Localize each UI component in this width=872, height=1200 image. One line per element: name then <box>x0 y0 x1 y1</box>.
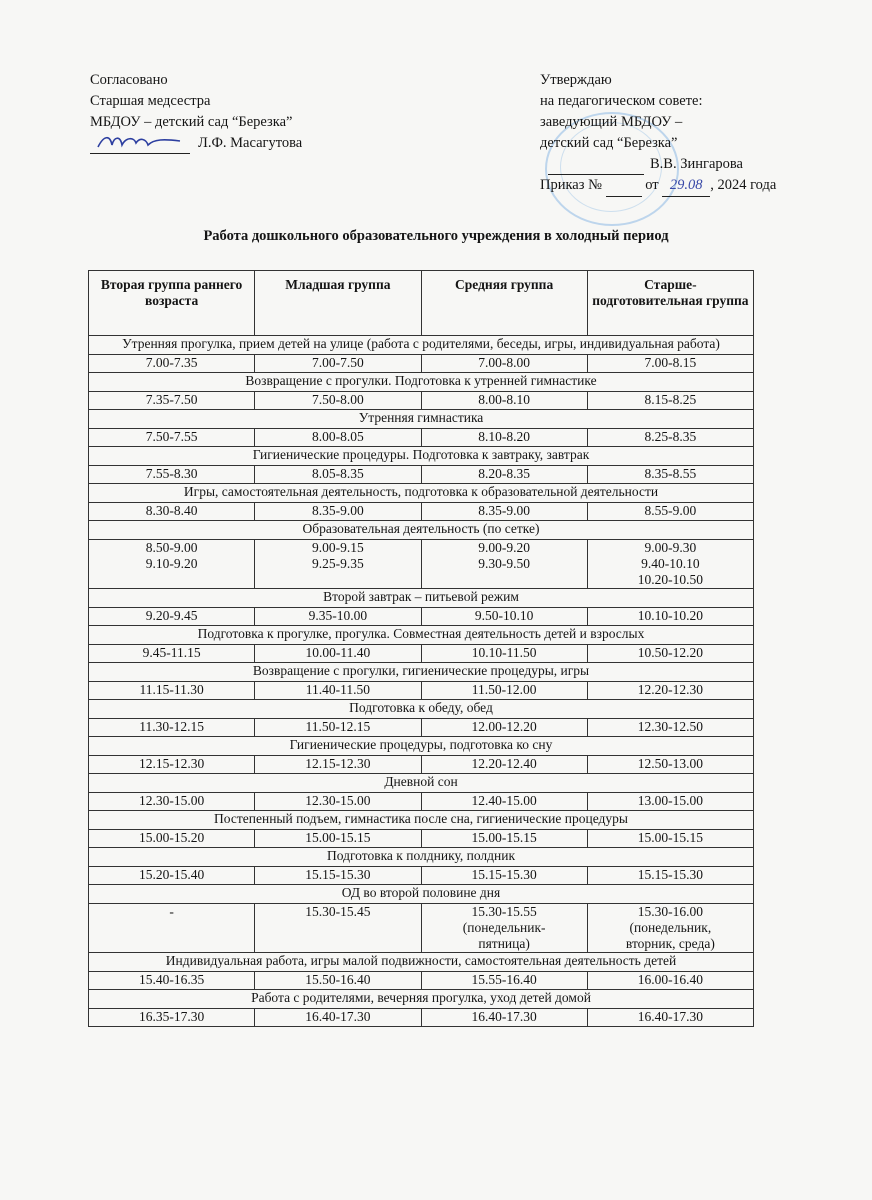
time-cell: 7.00-7.35 <box>89 355 255 373</box>
activity-row <box>89 373 754 392</box>
activity-label: Игры, самостоятельная деятельность, подготовка к образовательной деятельности <box>89 484 754 503</box>
activity-label: Второй завтрак – питьевой режим <box>89 589 754 608</box>
time-row <box>89 429 754 447</box>
time-row <box>89 756 754 774</box>
time-cell: 7.50-7.55 <box>89 429 255 447</box>
handwritten-signature-icon <box>94 131 184 153</box>
time-cell: 8.55-9.00 <box>587 503 753 521</box>
activity-label: ОД во второй половине дня <box>89 885 754 904</box>
time-cell: 11.50-12.15 <box>255 719 421 737</box>
time-cell: 15.30-16.00 (понедельник, вторник, среда) <box>587 904 753 953</box>
head-signature-row <box>540 154 776 175</box>
time-cell: 10.10-10.20 <box>587 608 753 626</box>
approver-signature-row <box>90 133 302 154</box>
time-row <box>89 608 754 626</box>
time-cell: 12.15-12.30 <box>89 756 255 774</box>
time-cell: 15.00-15.15 <box>255 830 421 848</box>
time-row <box>89 355 754 373</box>
time-cell: 15.15-15.30 <box>587 867 753 885</box>
activity-label: Постепенный подъем, гимнастика после сна, гигиенические процедуры <box>89 811 754 830</box>
time-cell: 8.15-8.25 <box>587 392 753 410</box>
time-cell: 9.45-11.15 <box>89 645 255 663</box>
time-cell: 8.50-9.00 9.10-9.20 <box>89 540 255 589</box>
time-cell: 10.10-11.50 <box>421 645 587 663</box>
time-row <box>89 904 754 953</box>
time-cell: 8.30-8.40 <box>89 503 255 521</box>
activity-row <box>89 885 754 904</box>
activity-row <box>89 811 754 830</box>
column-header: Младшая группа <box>255 271 421 336</box>
signature-line <box>90 139 190 154</box>
column-header: Вторая группа раннего возраста <box>89 271 255 336</box>
time-cell: 15.15-15.30 <box>421 867 587 885</box>
time-cell: 12.50-13.00 <box>587 756 753 774</box>
time-cell: 12.20-12.40 <box>421 756 587 774</box>
order-number-blank <box>606 182 642 197</box>
time-row <box>89 1009 754 1027</box>
time-cell: 8.10-8.20 <box>421 429 587 447</box>
time-cell: 12.40-15.00 <box>421 793 587 811</box>
activity-row <box>89 700 754 719</box>
activity-row <box>89 336 754 355</box>
activity-row <box>89 410 754 429</box>
time-cell: 16.40-17.30 <box>587 1009 753 1027</box>
time-row <box>89 793 754 811</box>
time-cell: 12.30-15.00 <box>255 793 421 811</box>
activity-row <box>89 626 754 645</box>
time-cell: 15.00-15.15 <box>587 830 753 848</box>
time-row <box>89 392 754 410</box>
time-cell: 11.15-11.30 <box>89 682 255 700</box>
time-cell: 7.55-8.30 <box>89 466 255 484</box>
time-row <box>89 719 754 737</box>
order-year: , 2024 года <box>710 177 777 193</box>
time-cell: 12.30-12.50 <box>587 719 753 737</box>
time-cell: 9.20-9.45 <box>89 608 255 626</box>
time-cell: 15.50-16.40 <box>255 972 421 990</box>
time-cell: 9.00-9.30 9.40-10.10 10.20-10.50 <box>587 540 753 589</box>
time-row <box>89 466 754 484</box>
head-name: В.В. Зингарова <box>650 156 743 172</box>
activity-label: Подготовка к полднику, полдник <box>89 848 754 867</box>
activity-label: Утренняя гимнастика <box>89 410 754 429</box>
activity-row <box>89 521 754 540</box>
approval-heading: Согласовано <box>90 72 168 88</box>
time-cell: 9.50-10.10 <box>421 608 587 626</box>
time-cell: 12.15-12.30 <box>255 756 421 774</box>
time-row <box>89 645 754 663</box>
activity-row <box>89 484 754 503</box>
time-cell: 8.00-8.05 <box>255 429 421 447</box>
time-cell: 15.00-15.15 <box>421 830 587 848</box>
time-cell: 12.30-15.00 <box>89 793 255 811</box>
time-cell: 15.30-15.55 (понедельник- пятница) <box>421 904 587 953</box>
activity-row <box>89 737 754 756</box>
time-cell: 8.00-8.10 <box>421 392 587 410</box>
time-cell: 11.30-12.15 <box>89 719 255 737</box>
approve-heading: Утверждаю <box>540 72 612 88</box>
approval-block-right <box>540 70 776 197</box>
time-cell: 11.40-11.50 <box>255 682 421 700</box>
activity-row <box>89 774 754 793</box>
signature-line <box>548 160 644 175</box>
time-row <box>89 540 754 589</box>
time-cell: 12.20-12.30 <box>587 682 753 700</box>
activity-row <box>89 663 754 682</box>
time-cell: - <box>89 904 255 953</box>
order-prefix: Приказ № <box>540 177 602 193</box>
time-cell: 12.00-12.20 <box>421 719 587 737</box>
activity-label: Образовательная деятельность (по сетке) <box>89 521 754 540</box>
time-cell: 16.40-17.30 <box>421 1009 587 1027</box>
column-header: Средняя группа <box>421 271 587 336</box>
head-position: заведующий МБДОУ – <box>540 114 683 130</box>
activity-row <box>89 953 754 972</box>
activity-label: Гигиенические процедуры. Подготовка к завтраку, завтрак <box>89 447 754 466</box>
time-cell: 9.35-10.00 <box>255 608 421 626</box>
time-row <box>89 972 754 990</box>
approval-block-left <box>90 70 302 154</box>
time-row <box>89 503 754 521</box>
activity-label: Индивидуальная работа, игры малой подвижности, самостоятельная деятельность детей <box>89 953 754 972</box>
time-cell: 7.00-7.50 <box>255 355 421 373</box>
column-header: Старше-подготовительная группа <box>587 271 753 336</box>
document-title: Работа дошкольного образовательного учреждения в холодный период <box>203 228 669 244</box>
time-cell: 8.25-8.35 <box>587 429 753 447</box>
activity-label: Подготовка к обеду, обед <box>89 700 754 719</box>
time-cell: 9.00-9.15 9.25-9.35 <box>255 540 421 589</box>
time-cell: 8.35-9.00 <box>255 503 421 521</box>
time-cell: 9.00-9.20 9.30-9.50 <box>421 540 587 589</box>
time-cell: 8.35-8.55 <box>587 466 753 484</box>
time-cell: 13.00-15.00 <box>587 793 753 811</box>
head-organization: детский сад “Березка” <box>540 135 678 151</box>
time-cell: 10.00-11.40 <box>255 645 421 663</box>
time-cell: 16.00-16.40 <box>587 972 753 990</box>
time-cell: 15.15-15.30 <box>255 867 421 885</box>
time-cell: 7.35-7.50 <box>89 392 255 410</box>
approver-organization: МБДОУ – детский сад “Березка” <box>90 114 293 130</box>
order-from: от <box>645 177 659 193</box>
time-cell: 7.50-8.00 <box>255 392 421 410</box>
activity-label: Возвращение с прогулки, гигиенические процедуры, игры <box>89 663 754 682</box>
order-line <box>540 175 776 197</box>
schedule-body <box>89 336 754 1027</box>
time-row <box>89 830 754 848</box>
activity-row <box>89 848 754 867</box>
time-cell: 15.30-15.45 <box>255 904 421 953</box>
activity-label: Утренняя прогулка, прием детей на улице (работа с родителями, беседы, игры, индивидуальная работа) <box>89 336 754 355</box>
time-cell: 10.50-12.20 <box>587 645 753 663</box>
time-cell: 8.20-8.35 <box>421 466 587 484</box>
activity-label: Подготовка к прогулке, прогулка. Совместная деятельность детей и взрослых <box>89 626 754 645</box>
activity-row <box>89 990 754 1009</box>
activity-label: Гигиенические процедуры, подготовка ко сну <box>89 737 754 756</box>
activity-label: Возвращение с прогулки. Подготовка к утренней гимнастике <box>89 373 754 392</box>
schedule-table <box>88 270 754 1027</box>
time-cell: 16.40-17.30 <box>255 1009 421 1027</box>
time-row <box>89 682 754 700</box>
time-cell: 15.20-15.40 <box>89 867 255 885</box>
time-cell: 15.00-15.20 <box>89 830 255 848</box>
time-row <box>89 867 754 885</box>
time-cell: 16.35-17.30 <box>89 1009 255 1027</box>
approver-name: Л.Ф. Масагутова <box>198 135 303 151</box>
time-cell: 7.00-8.00 <box>421 355 587 373</box>
table-header-row <box>89 271 754 336</box>
approver-position: Старшая медсестра <box>90 93 211 109</box>
time-cell: 15.40-16.35 <box>89 972 255 990</box>
time-cell: 8.35-9.00 <box>421 503 587 521</box>
time-cell: 15.55-16.40 <box>421 972 587 990</box>
time-cell: 11.50-12.00 <box>421 682 587 700</box>
order-date: 29.08 <box>662 175 710 197</box>
activity-label: Дневной сон <box>89 774 754 793</box>
activity-row <box>89 589 754 608</box>
council-line: на педагогическом совете: <box>540 93 703 109</box>
time-cell: 7.00-8.15 <box>587 355 753 373</box>
activity-label: Работа с родителями, вечерняя прогулка, уход детей домой <box>89 990 754 1009</box>
activity-row <box>89 447 754 466</box>
time-cell: 8.05-8.35 <box>255 466 421 484</box>
